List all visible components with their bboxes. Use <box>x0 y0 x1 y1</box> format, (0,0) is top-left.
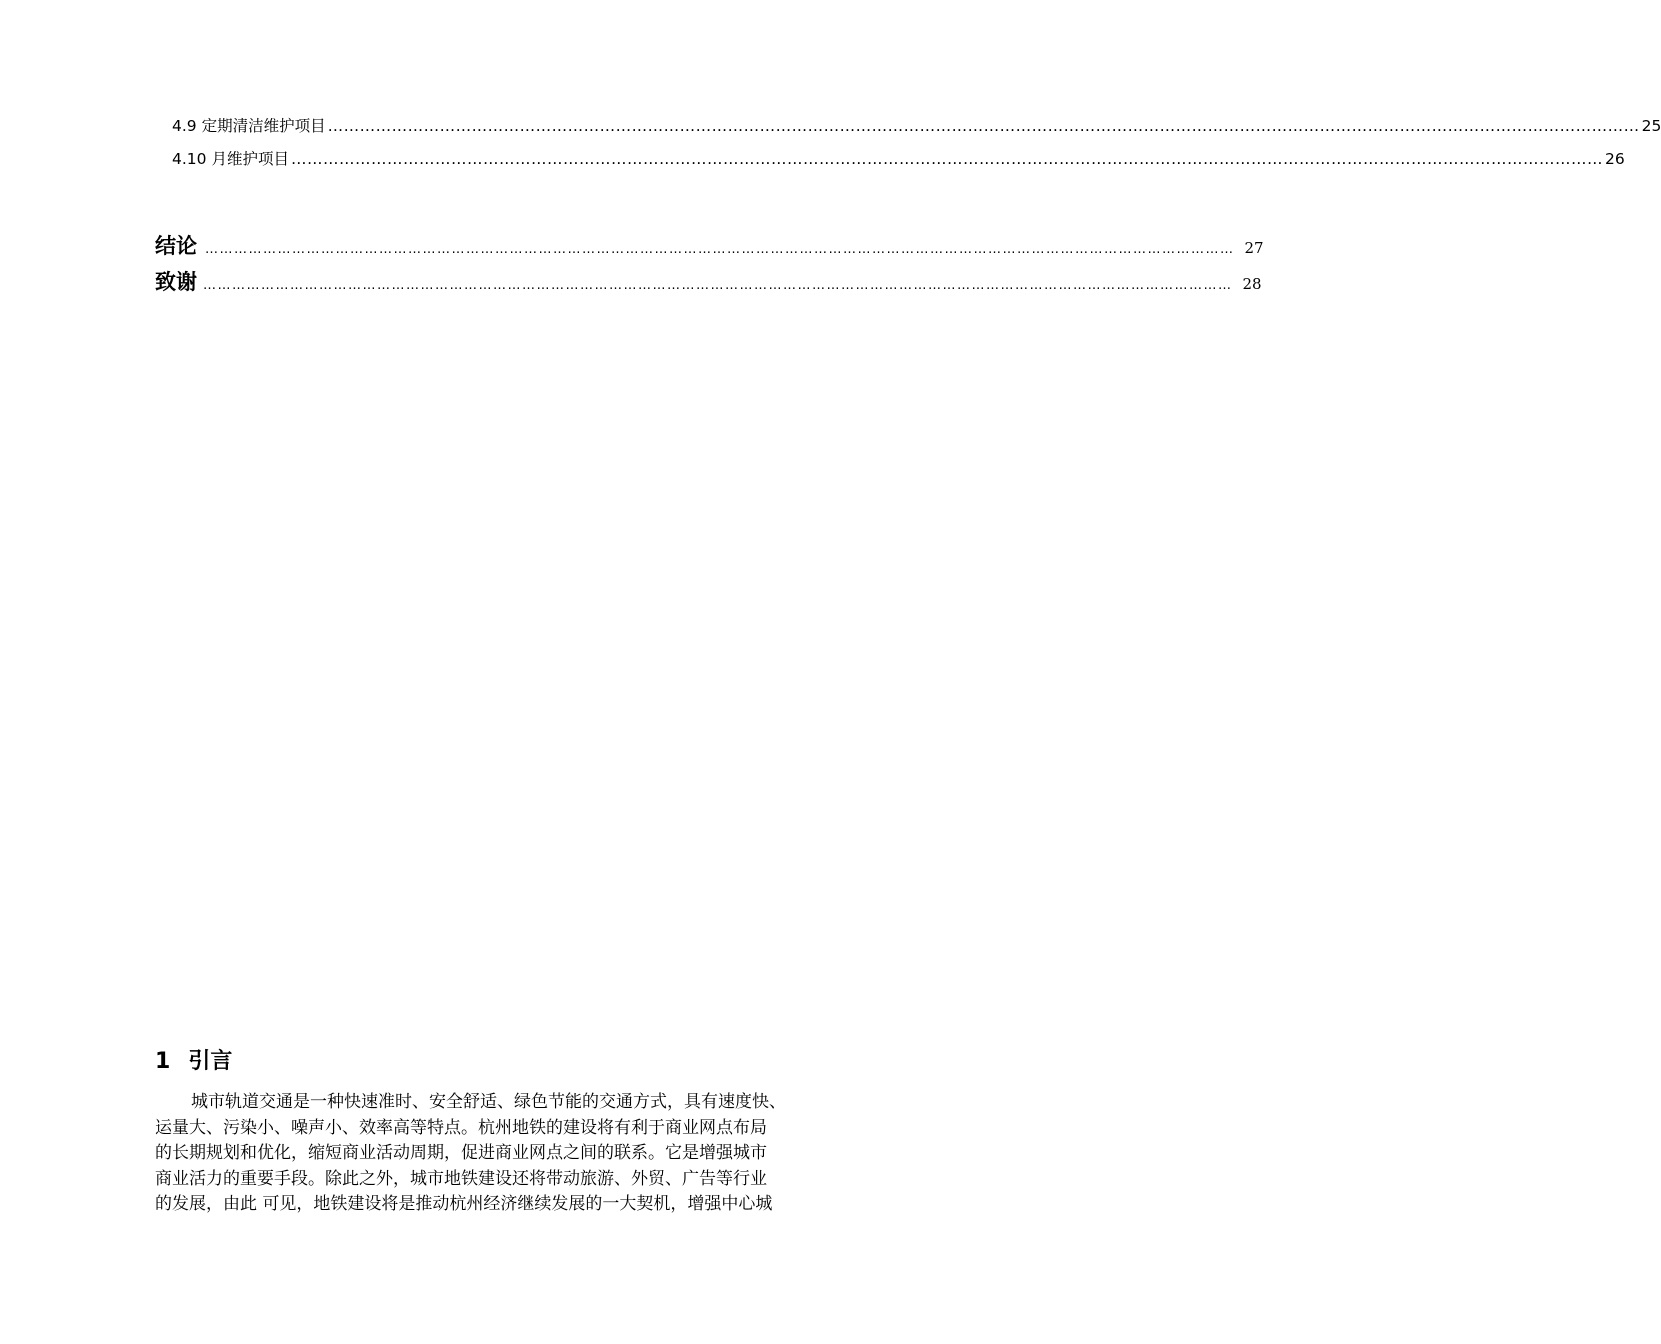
toc-entry-label: 结论 <box>155 234 197 258</box>
toc-entry-page: 27 <box>1244 239 1264 257</box>
toc-entry-page: 25 <box>1641 117 1661 135</box>
paragraph-line: 运量大、污染小、噪声小、效率高等特点。杭州地铁的建设将有利于商业网点布局 <box>155 1117 767 1138</box>
paragraph-line: 的长期规划和优化，缩短商业活动周期，促进商业网点之间的联系。它是增强城市 <box>155 1143 767 1163</box>
toc-dot-leader: ………………………………………………………………………………………………………………………………………………………………………………………………………………………… <box>290 150 1603 168</box>
section-heading <box>155 1044 232 1075</box>
toc-entry-label: 4.9 定期清洁维护项目 <box>172 117 326 135</box>
toc-entry-label: 致谢 <box>155 270 197 294</box>
section-number: 1 <box>155 1049 171 1074</box>
toc-entry-4-10[interactable] <box>172 147 1625 169</box>
paragraph-line: 的发展，由此 可见，地铁建设将是推动杭州经济继续发展的一大契机，增强中心城 <box>155 1194 773 1214</box>
toc-entry-page: 28 <box>1242 275 1262 293</box>
paragraph-line: 商业活力的重要手段。除此之外，城市地铁建设还将带动旅游、外贸、广告等行业 <box>155 1168 767 1189</box>
toc-entry-conclusion[interactable] <box>155 230 1264 260</box>
toc-dot-leader: ………………………………………………………………………………………………………………………………………………………………………………………………………………………… <box>327 117 1640 135</box>
toc-entry-acknowledgements[interactable] <box>155 266 1262 296</box>
toc-entry-label: 4.10 月维护项目 <box>172 150 289 168</box>
toc-dot-leader: …………………………………………………………………………………………………………………………………………………………………………………………… <box>203 278 1233 293</box>
toc-dot-leader: …………………………………………………………………………………………………………………………………………………………………………………………… <box>205 242 1235 257</box>
section-title: 引言 <box>188 1049 233 1074</box>
paragraph-line: 城市轨道交通是一种快速准时、安全舒适、绿色节能的交通方式，具有速度快、 <box>191 1092 786 1112</box>
toc-entry-4-9[interactable] <box>172 114 1661 136</box>
toc-entry-page: 26 <box>1604 150 1625 168</box>
intro-paragraph <box>155 1090 855 1218</box>
